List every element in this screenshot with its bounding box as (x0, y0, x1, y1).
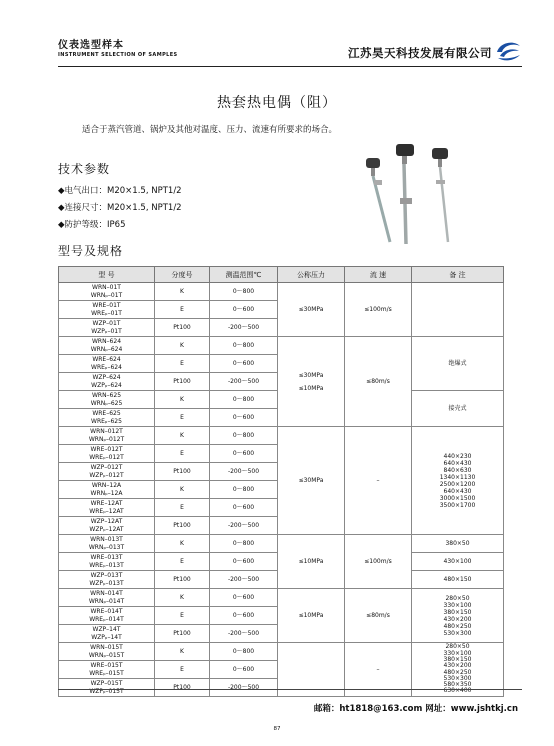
dimension-value: 840×630 (443, 466, 472, 474)
model-cell: WRE–625 WREₚ–625 (59, 409, 155, 427)
range-cell: 0～800 (210, 283, 278, 301)
graduation-cell: K (155, 535, 210, 553)
dimension-value: 440×230 (443, 452, 472, 460)
range-cell: 0～800 (210, 643, 278, 661)
flow-cell: ≤100m/s (345, 283, 412, 337)
graduation-cell: E (155, 301, 210, 319)
dimension-value: 530×300 (443, 629, 472, 637)
intro-paragraph: 适合于蒸汽管道、锅炉及其他对温度、压力、流速有所要求的场合。 (82, 125, 338, 135)
remark-cell: 480×150 (412, 571, 504, 589)
range-cell: -200～500 (210, 373, 278, 391)
company-name: 江苏昊天科技发展有限公司 (348, 46, 492, 60)
tech-params-heading: 技术参数 (58, 162, 111, 176)
dimension-value: 580×350 (443, 681, 472, 689)
dimension-value: 380×150 (443, 608, 472, 616)
model-cell: WRE–01T WREₚ–01T (59, 301, 155, 319)
range-cell: 0～600 (210, 409, 278, 427)
graduation-cell: E (155, 553, 210, 571)
table-row (59, 535, 504, 553)
remark-cell: 接壳式 (412, 391, 504, 427)
graduation-cell: Pt100 (155, 571, 210, 589)
dimension-value: 430×200 (443, 662, 472, 670)
remark-cell (412, 283, 504, 337)
pressure-cell: ≤10MPa (278, 535, 345, 589)
range-cell: 0～600 (210, 355, 278, 373)
graduation-cell: Pt100 (155, 679, 210, 697)
range-cell: 0～600 (210, 553, 278, 571)
model-cell: WRN–625 WRNₚ–625 (59, 391, 155, 409)
graduation-cell: E (155, 499, 210, 517)
range-cell: 0～600 (210, 661, 278, 679)
range-cell: 0～600 (210, 607, 278, 625)
col-header-remark: 备 注 (412, 267, 504, 283)
col-header-graduation: 分度号 (155, 267, 210, 283)
graduation-cell: Pt100 (155, 517, 210, 535)
graduation-cell: K (155, 481, 210, 499)
col-header-pressure: 公称压力 (278, 267, 345, 283)
model-cell: WRE–12AT WREₚ–12AT (59, 499, 155, 517)
model-cell: WRN–624 WRNₚ–624 (59, 337, 155, 355)
model-cell: WZP–14T WZPₚ–14T (59, 625, 155, 643)
range-cell: 0～800 (210, 427, 278, 445)
col-header-range: 测温范围℃ (210, 267, 278, 283)
spec-protection-grade: ◆防护等级：IP65 (58, 220, 126, 230)
range-cell: 0～600 (210, 499, 278, 517)
dimension-value: 640×430 (443, 487, 472, 495)
range-cell: 0～600 (210, 589, 278, 607)
range-cell: -200～500 (210, 679, 278, 697)
graduation-cell: K (155, 589, 210, 607)
model-cell: WRN–015T WRNₚ–015T (59, 643, 155, 661)
graduation-cell: E (155, 607, 210, 625)
range-cell: -200～500 (210, 517, 278, 535)
pressure-cell: ≤30MPa (278, 427, 345, 535)
dimension-value: 530×300 (443, 674, 472, 682)
product-photo (360, 144, 530, 244)
dimension-value: 480×250 (443, 668, 472, 676)
dimension-value: 2500×1200 (439, 480, 476, 488)
range-cell: -200～500 (210, 571, 278, 589)
remark-cell: 380×50 (412, 535, 504, 553)
model-cell: WRN–12A WRNₚ–12A (59, 481, 155, 499)
flow-cell: ≤100m/s (345, 535, 412, 589)
range-cell: 0～800 (210, 337, 278, 355)
remark-cell (412, 589, 504, 643)
model-cell: WRE–013T WREₚ–013T (59, 553, 155, 571)
graduation-cell: E (155, 661, 210, 679)
dimension-value: 330×100 (443, 649, 472, 657)
catalog-label-en: INSTRUMENT SELECTION OF SAMPLES (58, 52, 178, 58)
table-row (59, 589, 504, 607)
header-rule (58, 66, 522, 67)
table-header-row (59, 267, 504, 283)
graduation-cell: K (155, 427, 210, 445)
table-row (59, 427, 504, 445)
dimension-value: 1340×1130 (439, 473, 476, 481)
graduation-cell: E (155, 355, 210, 373)
remark-cell (412, 427, 504, 535)
dimension-value: 280×50 (445, 643, 470, 651)
table-row (59, 337, 504, 355)
page-title: 热套热电偶（阻） (217, 95, 337, 111)
range-cell: 0～800 (210, 481, 278, 499)
model-cell: WRN–013T WRNₚ–013T (59, 535, 155, 553)
flow-cell: – (345, 427, 412, 535)
model-cell: WZP–624 WZPₚ–624 (59, 373, 155, 391)
col-header-model: 型 号 (59, 267, 155, 283)
pressure-cell: ≤30MPa (278, 283, 345, 337)
model-cell: WRE–014T WREₚ–014T (59, 607, 155, 625)
footer-contact: 邮箱：ht1818@163.com 网址：www.jshtkj.cn (313, 704, 518, 714)
dimension-value: 3500×1700 (439, 501, 476, 509)
dimension-value: 480×250 (443, 622, 472, 630)
dimension-value: 3000×1500 (439, 494, 476, 502)
dimension-value: 430×200 (443, 615, 472, 623)
graduation-cell: K (155, 283, 210, 301)
model-cell: WZP–012T WZPₚ–012T (59, 463, 155, 481)
model-spec-heading: 型号及规格 (58, 244, 124, 258)
catalog-label-cn: 仪表选型样本 (58, 40, 124, 51)
model-cell: WRN–01T WRNₚ–01T (59, 283, 155, 301)
range-cell: -200～500 (210, 319, 278, 337)
remark-cell: 430×100 (412, 553, 504, 571)
dimension-value: 330×100 (443, 601, 472, 609)
spec-connection-size: ◆连接尺寸：M20×1.5, NPT1/2 (58, 203, 182, 213)
graduation-cell: Pt100 (155, 319, 210, 337)
pressure-cell: ≤30MPa ≤10MPa (278, 337, 345, 427)
flow-cell: ≤80m/s (345, 337, 412, 427)
model-cell: WRN–014T WRNₚ–014T (59, 589, 155, 607)
range-cell: -200～500 (210, 625, 278, 643)
range-cell: 0～600 (210, 445, 278, 463)
graduation-cell: E (155, 445, 210, 463)
model-cell: WRE–015T WREₚ–015T (59, 661, 155, 679)
graduation-cell: K (155, 337, 210, 355)
table-row (59, 283, 504, 301)
model-cell: WZP–12AT WZPₚ–12AT (59, 517, 155, 535)
graduation-cell: Pt100 (155, 373, 210, 391)
model-cell: WZP–013T WZPₚ–013T (59, 571, 155, 589)
page-header (58, 40, 522, 66)
flow-cell: ≤80m/s (345, 589, 412, 643)
col-header-flow: 流 速 (345, 267, 412, 283)
model-cell: WRE–012T WREₚ–012T (59, 445, 155, 463)
range-cell: 0～800 (210, 535, 278, 553)
model-spec-table (58, 266, 504, 697)
model-cell: WRN–012T WRNₚ–012T (59, 427, 155, 445)
footer-rule (58, 689, 522, 690)
dimension-value: 640×430 (443, 459, 472, 467)
flow-cell: – (345, 643, 412, 697)
model-cell: WZP–01T WZPₚ–01T (59, 319, 155, 337)
graduation-cell: Pt100 (155, 463, 210, 481)
pressure-cell: ≤10MPa (278, 589, 345, 643)
page-number: 87 (273, 726, 281, 732)
remark-cell: 绝爆式 (412, 337, 504, 391)
graduation-cell: Pt100 (155, 625, 210, 643)
graduation-cell: K (155, 391, 210, 409)
company-logo-icon (494, 40, 522, 62)
dimension-value: 280×50 (445, 594, 470, 602)
dimension-value: 630×400 (443, 687, 472, 695)
range-cell: -200～500 (210, 463, 278, 481)
dimension-value: 380×150 (443, 655, 472, 663)
range-cell: 0～800 (210, 391, 278, 409)
graduation-cell: E (155, 409, 210, 427)
model-cell: WRE–624 WREₚ–624 (59, 355, 155, 373)
graduation-cell: K (155, 643, 210, 661)
model-cell: WZP–015T WZPₚ–015T (59, 679, 155, 697)
table-row (59, 643, 504, 661)
spec-electrical-outlet: ◆电气出口：M20×1.5, NPT1/2 (58, 186, 182, 196)
range-cell: 0～600 (210, 301, 278, 319)
catalog-label (58, 40, 178, 59)
